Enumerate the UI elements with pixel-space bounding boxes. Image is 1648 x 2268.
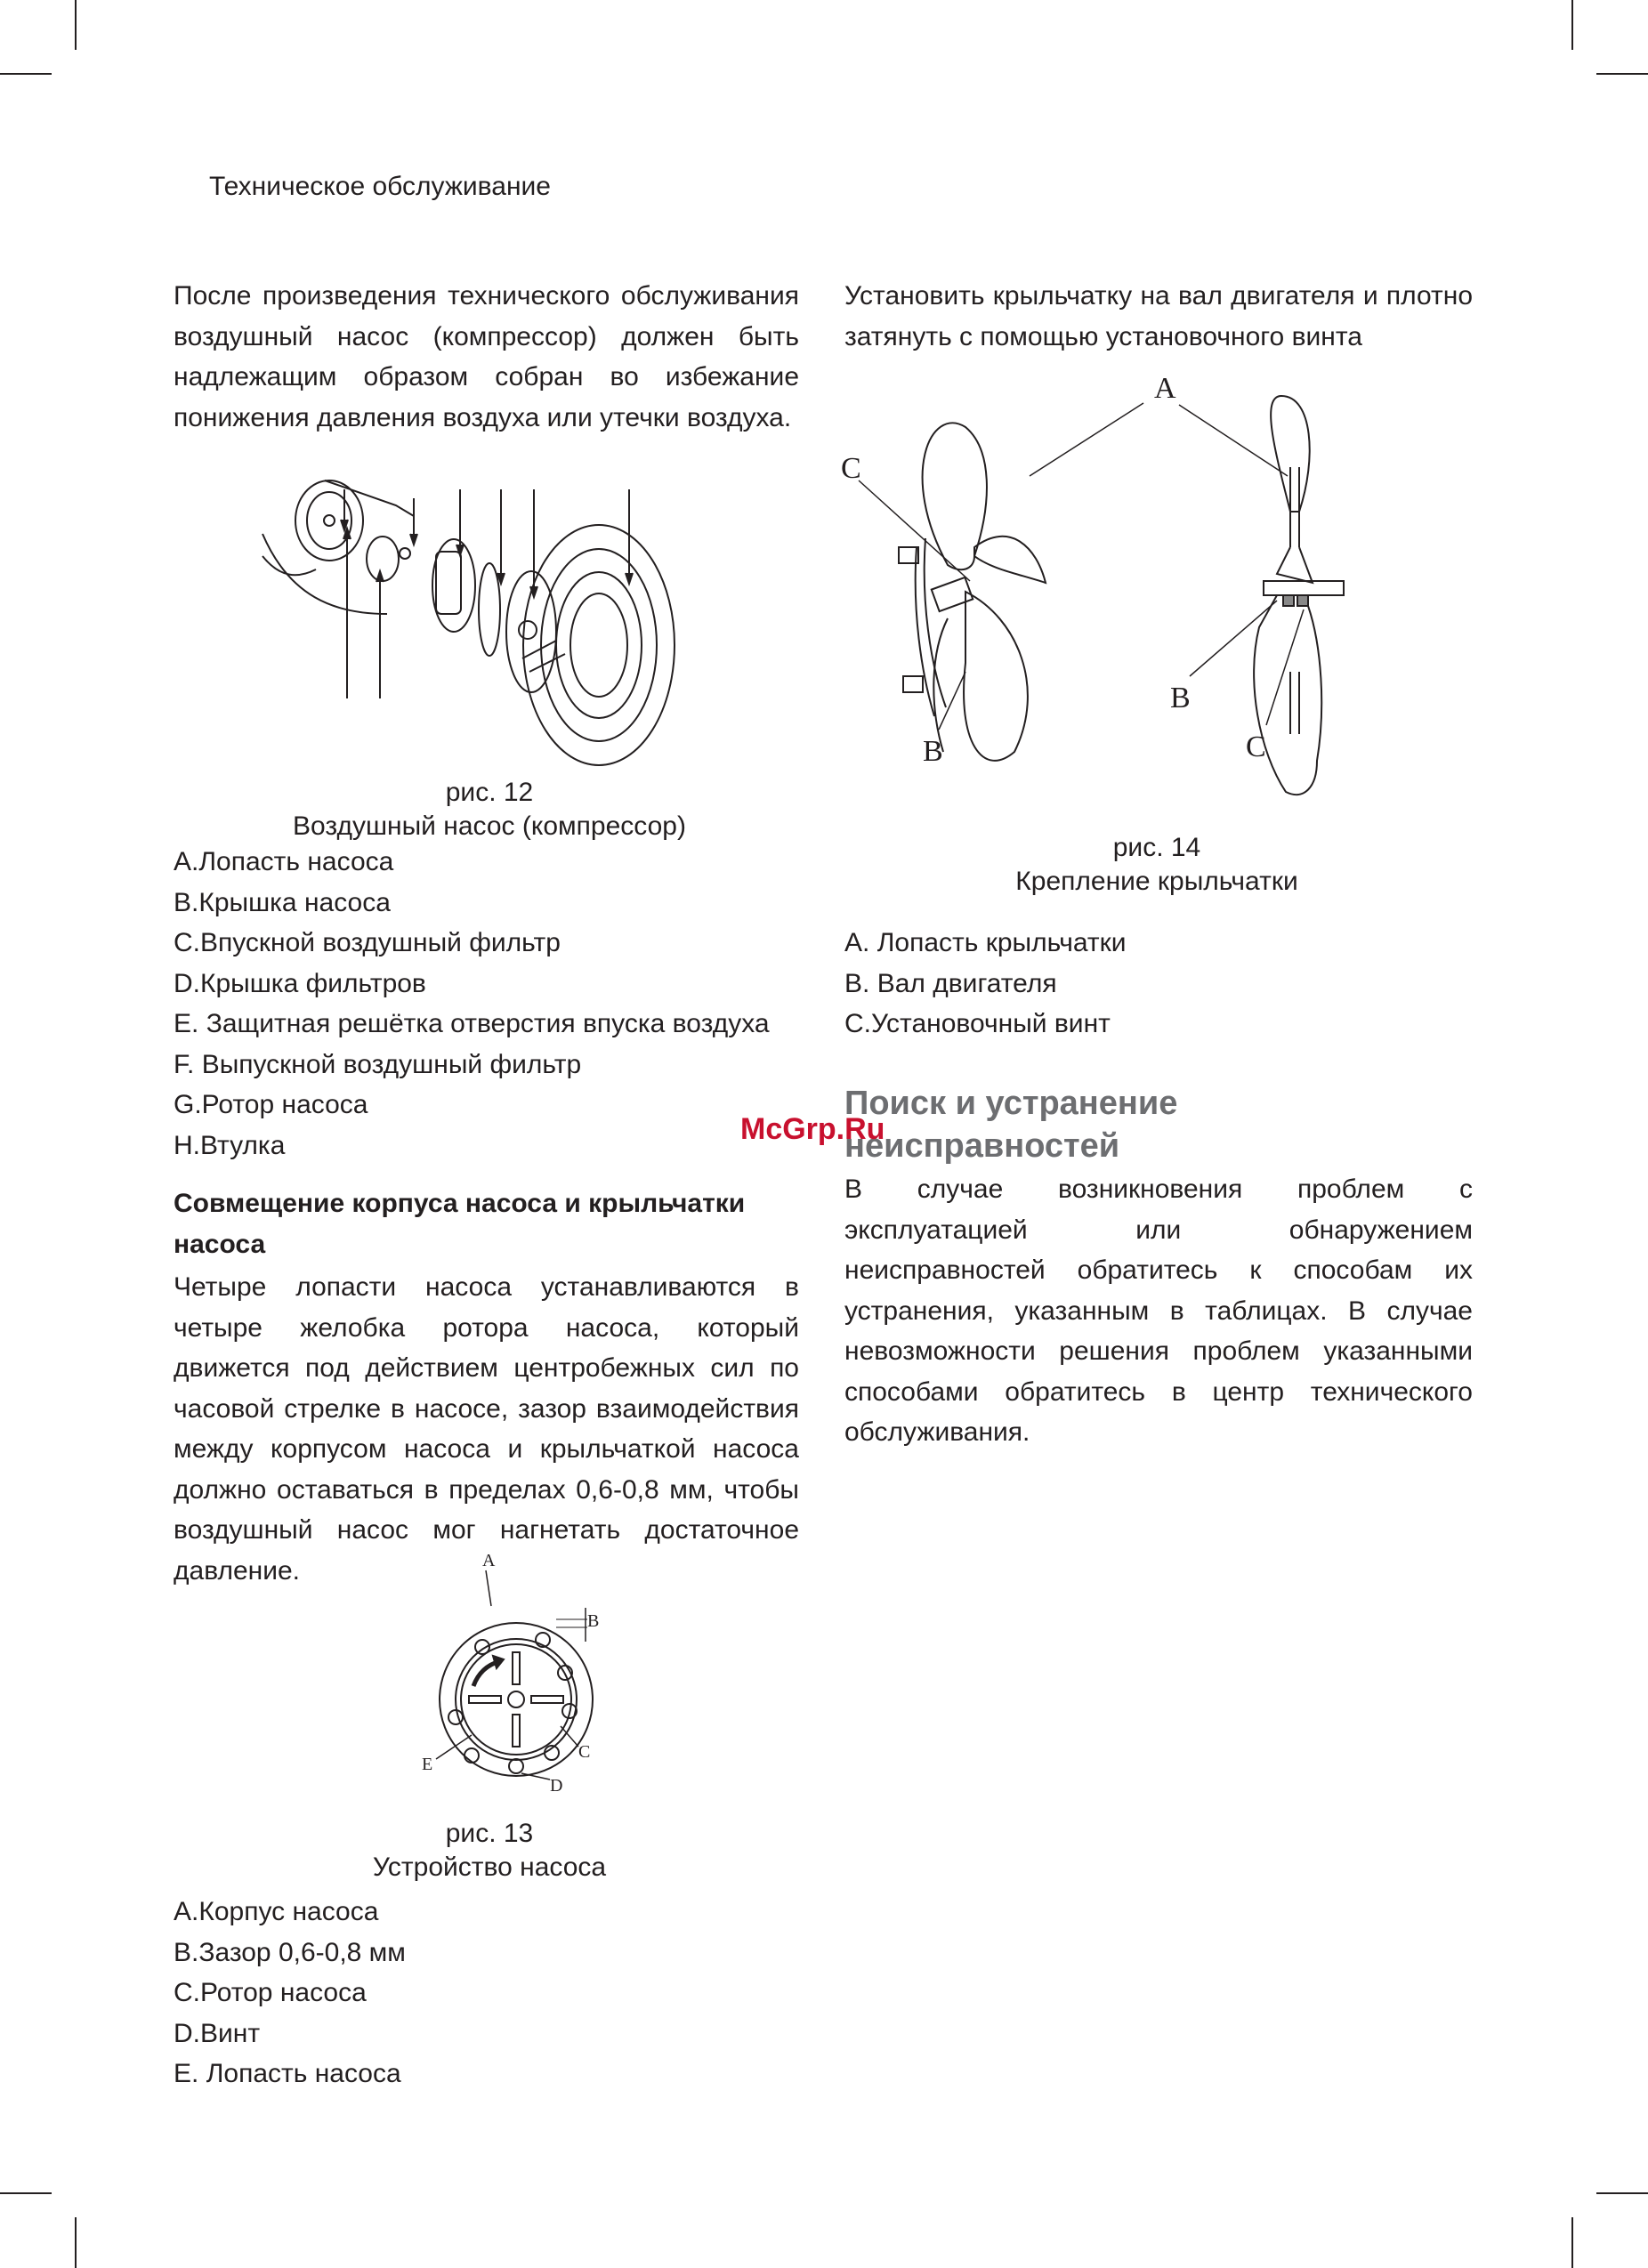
list-item: D.Крышка фильтров bbox=[174, 968, 426, 998]
figure-14-impeller-drawing bbox=[841, 369, 1357, 805]
figure-14-label-a: A bbox=[1154, 372, 1176, 405]
section-heading: Совмещение корпуса насоса и крыльчатки насоса bbox=[174, 1189, 746, 1259]
list-item: H.Втулка bbox=[174, 1130, 286, 1160]
list-item: F. Выпускной воздушный фильтр bbox=[174, 1049, 582, 1079]
list-item: G.Ротор насоса bbox=[174, 1090, 368, 1119]
crop-mark bbox=[1596, 2192, 1648, 2194]
running-header: Техническое обслуживание bbox=[209, 172, 551, 201]
figure-14-label-c-right: C bbox=[1246, 730, 1266, 763]
crop-mark bbox=[1571, 2217, 1573, 2268]
list-item: A.Корпус насоса bbox=[174, 1897, 379, 1926]
crop-mark bbox=[1571, 0, 1573, 50]
list-item: B. Вал двигателя bbox=[844, 968, 1057, 998]
section-body: Четыре лопасти насоса устанавливаются в четыре желобка ротора насоса, который движется под действием центробежных сил по часовой стрелке в насосе, зазор взаимодействия между корпусом насоса и крыльчаткой насоса должно оставаться в пределах 0,6-0,8 мм, чтобы воздушный насос мог нагнетать достаточное давление. bbox=[174, 1272, 799, 1586]
pump-alignment-section bbox=[174, 1183, 799, 1591]
list-item: A. Лопасть крыльчатки bbox=[844, 928, 1127, 957]
figure-14-title: Крепление крыльчатки bbox=[1015, 867, 1298, 896]
crop-mark bbox=[0, 2192, 52, 2194]
figure-12-compressor-drawing bbox=[263, 480, 690, 783]
figure-13-caption bbox=[174, 1817, 805, 1885]
figure-12-title: Воздушный насос (компрессор) bbox=[293, 811, 686, 841]
list-item: B.Крышка насоса bbox=[174, 887, 391, 917]
list-item: B.Зазор 0,6-0,8 мм bbox=[174, 1937, 406, 1967]
figure-13-label-e: E bbox=[422, 1755, 433, 1774]
list-item: C.Ротор насоса bbox=[174, 1978, 367, 2007]
figure-12-caption bbox=[174, 776, 805, 843]
crop-mark bbox=[0, 73, 52, 75]
section-body: В случае возникновения проблем с эксплуатацией или обнаружением неисправностей обратитесь к способам их устранения, указанным в таблицах. В случае невозможности решения проблем указанными способами обратитесь в центр технического обслуживания. bbox=[844, 1174, 1473, 1447]
intro-text: Установить крыльчатку на вал двигателя и плотно затянуть с помощью установочного винта bbox=[844, 281, 1473, 351]
crop-mark bbox=[1596, 73, 1648, 75]
intro-paragraph-left bbox=[174, 276, 799, 438]
figure-12-legend bbox=[174, 842, 770, 1166]
intro-text: После произведения технического обслуживания воздушный насос (компрессор) должен быть надлежащим образом собран во избежание понижения давления воздуха или утечки воздуха. bbox=[174, 281, 799, 432]
crop-mark bbox=[75, 0, 77, 50]
crop-mark bbox=[75, 2217, 77, 2268]
figure-13-number: рис. 13 bbox=[445, 1819, 534, 1848]
figure-14-caption bbox=[841, 831, 1473, 899]
intro-paragraph-right bbox=[844, 276, 1473, 357]
list-item: D.Винт bbox=[174, 2018, 261, 2048]
figure-13-legend bbox=[174, 1892, 406, 2094]
figure-14-number: рис. 14 bbox=[1112, 833, 1201, 862]
list-item: C.Впускной воздушный фильтр bbox=[174, 928, 561, 957]
figure-14-legend bbox=[844, 923, 1127, 1045]
figure-13-label-b: B bbox=[587, 1611, 600, 1631]
list-item: C.Установочный винт bbox=[844, 1009, 1111, 1038]
figure-13-pump-drawing bbox=[418, 1553, 605, 1797]
figure-13-label-d: D bbox=[550, 1776, 563, 1796]
watermark: McGrp.Ru bbox=[740, 1112, 885, 1146]
figure-14-label-b-left: B bbox=[923, 735, 943, 768]
figure-13-title: Устройство насоса bbox=[372, 1852, 607, 1882]
troubleshooting-section bbox=[844, 1082, 1473, 1453]
figure-14-label-b-right: B bbox=[1170, 682, 1191, 714]
list-item: E. Лопасть насоса bbox=[174, 2059, 401, 2088]
list-item: E. Защитная решётка отверстия впуска воздуха bbox=[174, 1009, 770, 1038]
section-heading: Поиск и устранение неисправностей bbox=[844, 1085, 1178, 1165]
figure-13-label-a: A bbox=[482, 1551, 496, 1570]
list-item: A.Лопасть насоса bbox=[174, 847, 394, 876]
figure-13-label-c: C bbox=[578, 1742, 591, 1762]
figure-12-number: рис. 12 bbox=[445, 778, 534, 807]
figure-14-label-c-left: C bbox=[841, 452, 861, 485]
